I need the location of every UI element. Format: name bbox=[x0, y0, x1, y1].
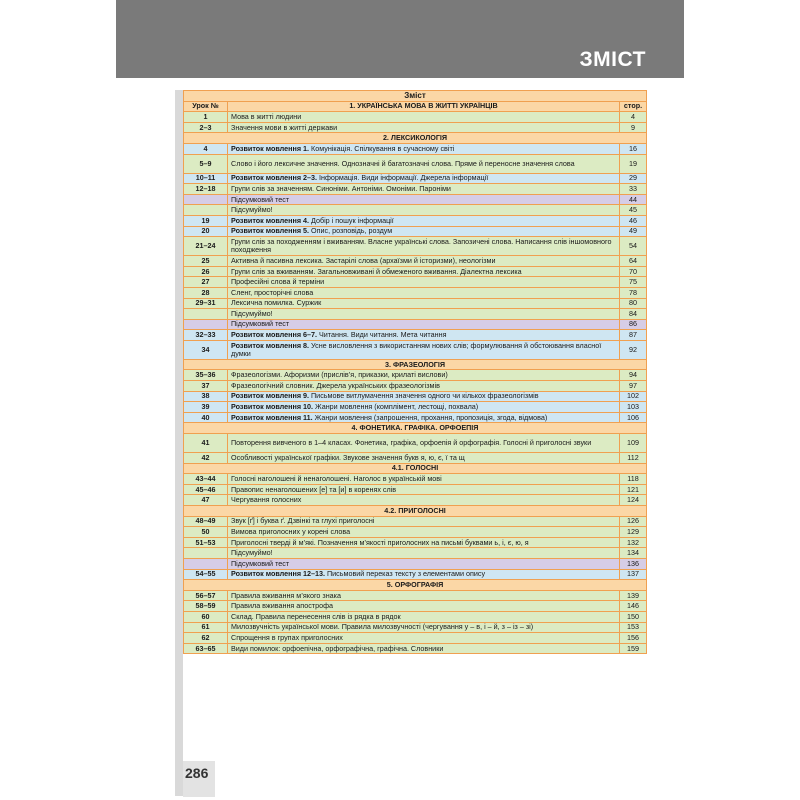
lesson-number: 35–36 bbox=[184, 370, 228, 381]
lesson-topic-text: Усне висловлення з використанням нових слів; формулювання й обстоювання власної думки bbox=[231, 340, 602, 358]
lesson-number: 50 bbox=[184, 527, 228, 538]
page-ref: 33 bbox=[620, 184, 647, 195]
page-ref: 94 bbox=[620, 370, 647, 381]
lesson-row bbox=[184, 287, 647, 298]
page-ref: 54 bbox=[620, 237, 647, 256]
lesson-number bbox=[184, 194, 228, 205]
lesson-row bbox=[184, 237, 647, 256]
speech-development-label: Розвиток мовлення 4. bbox=[231, 215, 310, 225]
lesson-topic-text: Активна й пасивна лексика. Застарілі слова (архаїзми й історизми), неологізми bbox=[231, 255, 496, 265]
page-ref: 19 bbox=[620, 154, 647, 173]
lesson-number: 12–18 bbox=[184, 184, 228, 195]
lesson-row bbox=[184, 112, 647, 123]
contents-title: Зміст bbox=[184, 91, 647, 102]
lesson-topic-text: Фразеологізми. Афоризми (прислів’я, приказки, крилаті вислови) bbox=[231, 370, 448, 380]
lesson-topic-text: Лексична помилка. Суржик bbox=[231, 298, 322, 308]
lesson-number: 29–31 bbox=[184, 298, 228, 309]
lesson-topic bbox=[228, 412, 620, 423]
page-ref: 109 bbox=[620, 434, 647, 453]
lesson-topic-text: Групи слів за походженням і вживанням. Власне українські слова. Запозичені слова. Написання слів іншомовного походження bbox=[231, 237, 612, 255]
lesson-topic bbox=[228, 611, 620, 622]
lesson-number: 61 bbox=[184, 622, 228, 633]
lesson-topic bbox=[228, 184, 620, 195]
lesson-topic-text: Правила вживання апострофа bbox=[231, 601, 333, 611]
lesson-number: 54–55 bbox=[184, 569, 228, 580]
lesson-number: 25 bbox=[184, 256, 228, 267]
page-column-header: стор. bbox=[620, 101, 647, 112]
lesson-number: 37 bbox=[184, 381, 228, 392]
lesson-topic-text: Професійні слова й терміни bbox=[231, 277, 325, 287]
lesson-topic bbox=[228, 370, 620, 381]
page-ref: 80 bbox=[620, 298, 647, 309]
lesson-number: 40 bbox=[184, 412, 228, 423]
lesson-number: 63–65 bbox=[184, 643, 228, 654]
page-ref: 84 bbox=[620, 309, 647, 320]
lesson-number: 45–46 bbox=[184, 484, 228, 495]
section-row bbox=[184, 506, 647, 517]
lesson-topic bbox=[228, 474, 620, 485]
page-ref: 87 bbox=[620, 330, 647, 341]
lesson-topic bbox=[228, 590, 620, 601]
lesson-number: 27 bbox=[184, 277, 228, 288]
lesson-topic-text: Милозвучність української мови. Правила милозвучності (чергування у – в, і – й, з – із – зі) bbox=[231, 622, 534, 632]
lesson-topic-text: Правила вживання м’якого знака bbox=[231, 590, 341, 600]
lesson-topic bbox=[228, 558, 620, 569]
lesson-topic bbox=[228, 643, 620, 654]
lesson-row bbox=[184, 548, 647, 559]
lesson-topic-text: Голосні наголошені й ненаголошені. Наголос в українській мові bbox=[231, 474, 442, 484]
lesson-number: 5–9 bbox=[184, 154, 228, 173]
lesson-row bbox=[184, 256, 647, 267]
lesson-topic bbox=[228, 226, 620, 237]
lesson-topic-text: Підсумковий тест bbox=[231, 194, 290, 204]
lesson-topic-text: Приголосні тверді й м’які. Позначення м’якості приголосних на письмі буквами ь, і, є, ю, я bbox=[231, 537, 529, 547]
lesson-topic bbox=[228, 173, 620, 184]
section-title: 4.1. ГОЛОСНІ bbox=[184, 463, 647, 474]
lesson-topic-text: Групи слів за вживанням. Загальновживані й обмеженого вживання. Діалектна лексика bbox=[231, 266, 522, 276]
page-ref: 70 bbox=[620, 266, 647, 277]
lesson-topic-text: Правопис ненаголошених [е] та [и] в коренях слів bbox=[231, 484, 397, 494]
lesson-number: 20 bbox=[184, 226, 228, 237]
lesson-topic bbox=[228, 256, 620, 267]
lesson-topic-text: Інформація. Види інформації. Джерела інформації bbox=[319, 173, 489, 183]
speech-lesson-row bbox=[184, 143, 647, 154]
lesson-topic bbox=[228, 143, 620, 154]
lesson-number: 32–33 bbox=[184, 330, 228, 341]
page-ref: 75 bbox=[620, 277, 647, 288]
contents-header-row bbox=[184, 101, 647, 112]
lesson-row bbox=[184, 622, 647, 633]
page-number: 286 bbox=[185, 765, 209, 781]
lesson-row bbox=[184, 643, 647, 654]
lesson-number: 62 bbox=[184, 633, 228, 644]
speech-development-label: Розвиток мовлення 6–7. bbox=[231, 330, 317, 340]
page-ref: 9 bbox=[620, 122, 647, 133]
lesson-topic bbox=[228, 516, 620, 527]
speech-lesson-row bbox=[184, 215, 647, 226]
section-title: 2. ЛЕКСИКОЛОГІЯ bbox=[184, 133, 647, 144]
lesson-row bbox=[184, 309, 647, 320]
page-ref: 29 bbox=[620, 173, 647, 184]
lesson-topic-text: Комунікація. Спілкування в сучасному світі bbox=[311, 143, 455, 153]
section-title: 1. УКРАЇНСЬКА МОВА В ЖИТТІ УКРАЇНЦІВ bbox=[228, 101, 620, 112]
lesson-number: 56–57 bbox=[184, 590, 228, 601]
lesson-number bbox=[184, 548, 228, 559]
page-ref: 106 bbox=[620, 412, 647, 423]
section-row bbox=[184, 463, 647, 474]
speech-development-label: Розвиток мовлення 2–3. bbox=[231, 173, 317, 183]
lesson-number: 4 bbox=[184, 143, 228, 154]
lesson-number: 47 bbox=[184, 495, 228, 506]
lesson-topic bbox=[228, 122, 620, 133]
lesson-number bbox=[184, 558, 228, 569]
lesson-row bbox=[184, 154, 647, 173]
lesson-topic-text: Звук [ґ] і буква ґ. Дзвінкі та глухі приголосні bbox=[231, 516, 375, 526]
lesson-number: 48–49 bbox=[184, 516, 228, 527]
section-title: 4.2. ПРИГОЛОСНІ bbox=[184, 506, 647, 517]
lesson-topic-text: Мова в житті людини bbox=[231, 111, 302, 121]
lesson-topic bbox=[228, 569, 620, 580]
speech-lesson-row bbox=[184, 412, 647, 423]
lesson-topic-text: Добір і пошук інформації bbox=[311, 215, 394, 225]
page-ref: 4 bbox=[620, 112, 647, 123]
lesson-number: 41 bbox=[184, 434, 228, 453]
speech-lesson-row bbox=[184, 173, 647, 184]
lesson-number: 34 bbox=[184, 340, 228, 359]
lesson-row bbox=[184, 184, 647, 195]
speech-development-label: Розвиток мовлення 12–13. bbox=[231, 569, 325, 579]
lesson-topic-text: Жанри мовлення (запрошення, прохання, пропозиція, згода, відмова) bbox=[314, 412, 548, 422]
lesson-topic-text: Спрощення в групах приголосних bbox=[231, 632, 343, 642]
lesson-topic bbox=[228, 330, 620, 341]
lesson-topic-text: Опис, розповідь, роздум bbox=[311, 226, 393, 236]
speech-development-label: Розвиток мовлення 9. bbox=[231, 391, 310, 401]
lesson-row bbox=[184, 516, 647, 527]
lesson-topic-text: Повторення вивченого в 1–4 класах. Фонетика, графіка, орфоепія й орфографія. Голосні й приголосні звуки bbox=[231, 438, 592, 448]
lesson-topic bbox=[228, 537, 620, 548]
section-title: 3. ФРАЗЕОЛОГІЯ bbox=[184, 359, 647, 370]
lesson-row bbox=[184, 266, 647, 277]
speech-development-label: Розвиток мовлення 1. bbox=[231, 143, 310, 153]
page-ref: 118 bbox=[620, 474, 647, 485]
page-ref: 121 bbox=[620, 484, 647, 495]
lesson-topic bbox=[228, 319, 620, 330]
lesson-number: 43–44 bbox=[184, 474, 228, 485]
page-ref: 124 bbox=[620, 495, 647, 506]
lesson-number: 38 bbox=[184, 391, 228, 402]
lesson-number: 58–59 bbox=[184, 601, 228, 612]
speech-development-label: Розвиток мовлення 8. bbox=[231, 340, 310, 350]
page-ref: 102 bbox=[620, 391, 647, 402]
lesson-topic bbox=[228, 381, 620, 392]
lesson-topic-text: Слово і його лексичне значення. Однозначні й багатозначні слова. Пряме й переносне значення слова bbox=[231, 158, 575, 168]
lesson-row bbox=[184, 381, 647, 392]
lesson-topic bbox=[228, 112, 620, 123]
lesson-row bbox=[184, 527, 647, 538]
page-ref: 92 bbox=[620, 340, 647, 359]
lesson-topic bbox=[228, 154, 620, 173]
lesson-topic-text: Підсумуймо! bbox=[231, 308, 273, 318]
lesson-topic bbox=[228, 215, 620, 226]
lesson-topic bbox=[228, 205, 620, 216]
lesson-topic bbox=[228, 601, 620, 612]
section-title: 4. ФОНЕТИКА. ГРАФІКА. ОРФОЕПІЯ bbox=[184, 423, 647, 434]
lesson-topic-text: Чергування голосних bbox=[231, 495, 302, 505]
lesson-row bbox=[184, 434, 647, 453]
test-row bbox=[184, 558, 647, 569]
lesson-number bbox=[184, 205, 228, 216]
page-ref: 126 bbox=[620, 516, 647, 527]
lesson-row bbox=[184, 495, 647, 506]
lesson-row bbox=[184, 122, 647, 133]
lesson-row bbox=[184, 277, 647, 288]
lesson-topic-text: Читання. Види читання. Мета читання bbox=[319, 330, 447, 340]
lesson-topic bbox=[228, 391, 620, 402]
lesson-number: 1 bbox=[184, 112, 228, 123]
speech-development-label: Розвиток мовлення 11. bbox=[231, 412, 313, 422]
page-ref: 146 bbox=[620, 601, 647, 612]
page-ref: 49 bbox=[620, 226, 647, 237]
lesson-topic bbox=[228, 194, 620, 205]
lesson-number: 21–24 bbox=[184, 237, 228, 256]
page-ref: 44 bbox=[620, 194, 647, 205]
lesson-number: 28 bbox=[184, 287, 228, 298]
lesson-row bbox=[184, 370, 647, 381]
speech-development-label: Розвиток мовлення 10. bbox=[231, 402, 313, 412]
page-ref: 78 bbox=[620, 287, 647, 298]
speech-lesson-row bbox=[184, 226, 647, 237]
lesson-topic bbox=[228, 495, 620, 506]
page-ref: 86 bbox=[620, 319, 647, 330]
page-ref: 136 bbox=[620, 558, 647, 569]
speech-lesson-row bbox=[184, 340, 647, 359]
lesson-topic bbox=[228, 527, 620, 538]
lesson-topic-text: Сленг, просторічні слова bbox=[231, 287, 314, 297]
test-row bbox=[184, 194, 647, 205]
page-ref: 139 bbox=[620, 590, 647, 601]
lesson-row bbox=[184, 633, 647, 644]
lesson-topic-text: Склад. Правила перенесення слів із рядка в рядок bbox=[231, 611, 401, 621]
section-row bbox=[184, 423, 647, 434]
lesson-topic bbox=[228, 340, 620, 359]
lesson-number: 19 bbox=[184, 215, 228, 226]
page-ref: 134 bbox=[620, 548, 647, 559]
lesson-number bbox=[184, 319, 228, 330]
section-row bbox=[184, 359, 647, 370]
lesson-topic bbox=[228, 266, 620, 277]
lesson-topic bbox=[228, 309, 620, 320]
page-ref: 132 bbox=[620, 537, 647, 548]
page-ref: 45 bbox=[620, 205, 647, 216]
lesson-row bbox=[184, 601, 647, 612]
lesson-topic-text: Фразеологічний словник. Джерела українських фразеологізмів bbox=[231, 380, 440, 390]
lesson-number: 60 bbox=[184, 611, 228, 622]
lesson-topic-text: Підсумковий тест bbox=[231, 558, 290, 568]
page-ref: 103 bbox=[620, 402, 647, 413]
lesson-row bbox=[184, 453, 647, 464]
lesson-row bbox=[184, 611, 647, 622]
speech-lesson-row bbox=[184, 391, 647, 402]
lesson-topic bbox=[228, 434, 620, 453]
lesson-topic bbox=[228, 548, 620, 559]
contents-table bbox=[183, 90, 647, 654]
lesson-number: 42 bbox=[184, 453, 228, 464]
lesson-column-header: Урок № bbox=[184, 101, 228, 112]
lesson-number: 10–11 bbox=[184, 173, 228, 184]
page-ref: 97 bbox=[620, 381, 647, 392]
page-ref: 137 bbox=[620, 569, 647, 580]
contents-table-body bbox=[184, 91, 647, 654]
lesson-topic-text: Підсумковий тест bbox=[231, 319, 290, 329]
test-row bbox=[184, 319, 647, 330]
page-ref: 156 bbox=[620, 633, 647, 644]
lesson-topic bbox=[228, 402, 620, 413]
left-margin-strip bbox=[175, 90, 183, 796]
section-title: 5. ОРФОГРАФІЯ bbox=[184, 580, 647, 591]
lesson-topic bbox=[228, 622, 620, 633]
lesson-topic bbox=[228, 277, 620, 288]
lesson-topic bbox=[228, 453, 620, 464]
page-ref: 129 bbox=[620, 527, 647, 538]
speech-lesson-row bbox=[184, 402, 647, 413]
lesson-row bbox=[184, 590, 647, 601]
lesson-topic-text: Підсумуймо! bbox=[231, 548, 273, 558]
lesson-topic bbox=[228, 633, 620, 644]
lesson-number: 39 bbox=[184, 402, 228, 413]
lesson-topic-text: Письмове витлумачення значення одного чи кількох фразеологізмів bbox=[311, 391, 539, 401]
lesson-topic-text: Підсумуймо! bbox=[231, 205, 273, 215]
lesson-topic-text: Письмовий переказ тексту з елементами опису bbox=[327, 569, 486, 579]
lesson-number: 2–3 bbox=[184, 122, 228, 133]
lesson-row bbox=[184, 205, 647, 216]
page-ref: 16 bbox=[620, 143, 647, 154]
lesson-row bbox=[184, 484, 647, 495]
section-row bbox=[184, 580, 647, 591]
lesson-row bbox=[184, 537, 647, 548]
lesson-number: 51–53 bbox=[184, 537, 228, 548]
lesson-topic-text: Групи слів за значенням. Синоніми. Антоніми. Омоніми. Пароніми bbox=[231, 183, 451, 193]
speech-lesson-row bbox=[184, 330, 647, 341]
lesson-number: 26 bbox=[184, 266, 228, 277]
lesson-number bbox=[184, 309, 228, 320]
header-band bbox=[116, 0, 684, 78]
lesson-topic bbox=[228, 287, 620, 298]
lesson-row bbox=[184, 474, 647, 485]
page-ref: 112 bbox=[620, 453, 647, 464]
page-title: ЗМІСТ bbox=[579, 48, 646, 71]
lesson-topic-text: Жанри мовлення (комплімент, лестощі, похвала) bbox=[315, 402, 479, 412]
lesson-topic-text: Вимова приголосних у корені слова bbox=[231, 526, 351, 536]
page-ref: 46 bbox=[620, 215, 647, 226]
page-ref: 159 bbox=[620, 643, 647, 654]
lesson-topic-text: Значення мови в житті держави bbox=[231, 122, 338, 132]
speech-lesson-row bbox=[184, 569, 647, 580]
lesson-row bbox=[184, 298, 647, 309]
page-ref: 64 bbox=[620, 256, 647, 267]
page-ref: 150 bbox=[620, 611, 647, 622]
lesson-topic bbox=[228, 484, 620, 495]
page-ref: 153 bbox=[620, 622, 647, 633]
lesson-topic-text: Особливості української графіки. Звукове значення букв я, ю, є, ї та щ bbox=[231, 452, 465, 462]
lesson-topic-text: Види помилок: орфоепічна, орфографічна, графічна. Словники bbox=[231, 643, 444, 653]
lesson-topic bbox=[228, 237, 620, 256]
section-row bbox=[184, 133, 647, 144]
contents-title-row bbox=[184, 91, 647, 102]
speech-development-label: Розвиток мовлення 5. bbox=[231, 226, 310, 236]
lesson-topic bbox=[228, 298, 620, 309]
